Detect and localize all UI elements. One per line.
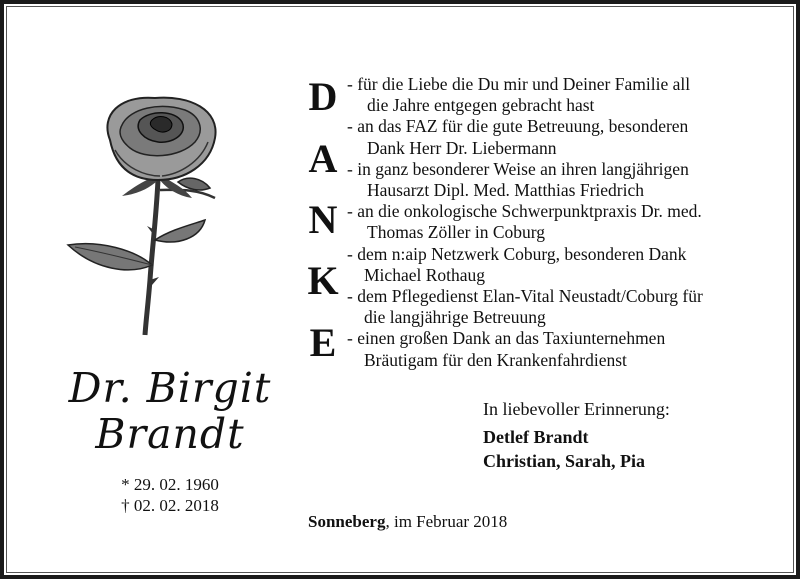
thanks-line: - für die Liebe die Du mir und Deiner Familie all xyxy=(347,74,691,94)
thanks-line: - einen großen Dank an das Taxiunternehmen xyxy=(347,328,666,349)
date: , im Februar 2018 xyxy=(385,512,508,531)
thanks-line: die Jahre entgegen gebracht hast xyxy=(367,95,595,116)
danke-letter-e: E xyxy=(309,320,337,365)
life-dates xyxy=(60,474,280,516)
thanks-line: - dem n:aip Netzwerk Coburg, besonderen Dank xyxy=(347,243,687,264)
thanks-line: Hausarzt Dipl. Med. Matthias Friedrich xyxy=(367,180,645,201)
thanks-line: - in ganz besonderer Weise an ihren langjährigen xyxy=(347,158,689,179)
thanks-line: - an die onkologische Schwerpunktpraxis Dr. med. xyxy=(347,201,702,222)
place: Sonneberg xyxy=(308,512,386,531)
mourner-name: Christian, Sarah, Pia xyxy=(483,451,646,471)
memory-intro: In liebevoller Erinnerung: xyxy=(483,399,670,419)
birth-date: * 29. 02. 1960 xyxy=(121,475,219,494)
deceased-name xyxy=(40,365,300,457)
name-line-2: Brandt xyxy=(95,410,245,458)
danke-letter-d: D xyxy=(308,74,338,119)
death-date: † 02. 02. 2018 xyxy=(121,496,219,515)
danke-letter-n: N xyxy=(308,197,338,242)
danke-letter-k: K xyxy=(307,258,339,303)
mourner-names xyxy=(483,425,645,473)
thanks-line: Michael Rothaug xyxy=(364,264,486,285)
thanks-list xyxy=(347,74,757,371)
mourner-name: Detlef Brandt xyxy=(483,427,589,447)
place-date xyxy=(308,512,507,532)
thanks-line: - dem Pflegedienst Elan-Vital Neustadt/Coburg für xyxy=(347,286,703,307)
name-line-1: Dr. Birgit xyxy=(68,364,272,412)
danke-letter-a: A xyxy=(308,136,338,181)
thanks-line: Thomas Zöller in Coburg xyxy=(367,222,546,243)
thanks-line: Bräutigam für den Krankenfahrdienst xyxy=(364,349,627,370)
thanks-line: - an das FAZ für die gute Betreuung, besonderen xyxy=(347,116,689,137)
thanks-line: Dank Herr Dr. Liebermann xyxy=(367,137,557,158)
rose-image xyxy=(60,80,240,340)
thanks-line: die langjährige Betreuung xyxy=(364,307,546,328)
